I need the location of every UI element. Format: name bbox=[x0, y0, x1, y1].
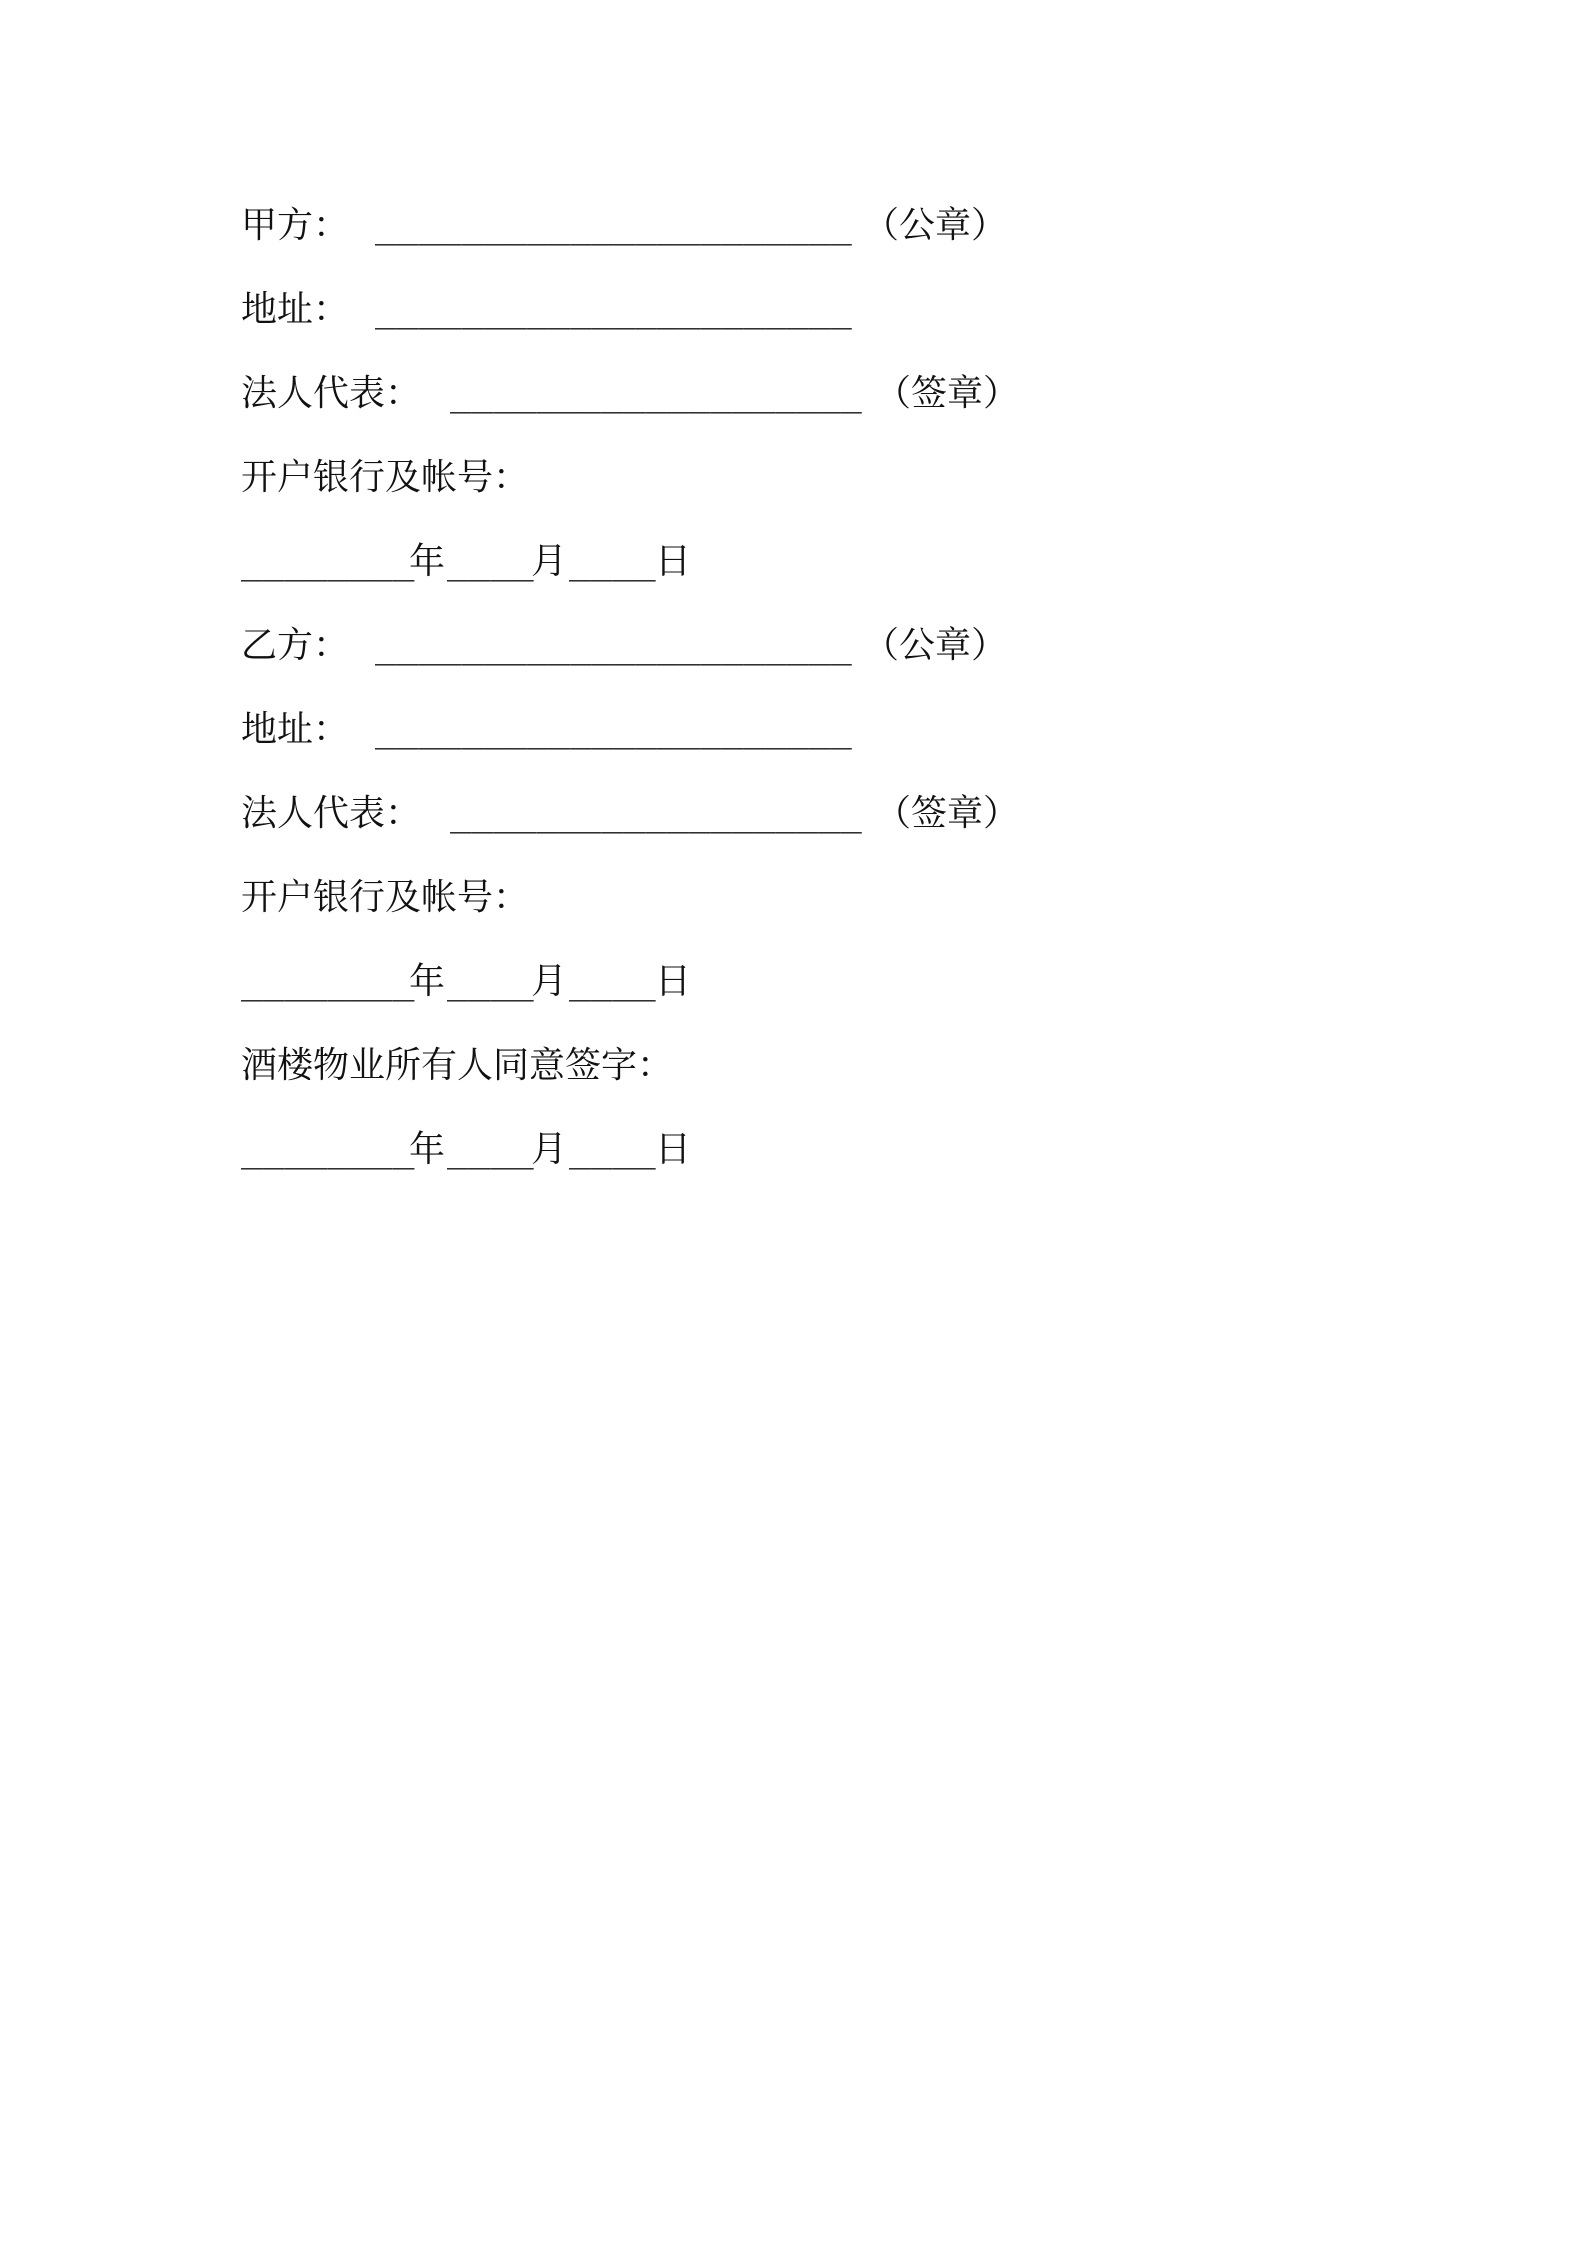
party-b-address-label: 地址： bbox=[241, 709, 350, 750]
party-b-rep-row bbox=[241, 789, 1020, 839]
party-a-date-row bbox=[241, 537, 692, 587]
party-b-name-row bbox=[241, 621, 1008, 671]
party-b-day-blank: ____ bbox=[569, 961, 656, 1002]
party-a-name-row bbox=[241, 201, 1008, 251]
owner-month-label: 月 bbox=[531, 1129, 568, 1170]
party-a-rep-blank: ___________________ bbox=[450, 373, 862, 414]
party-b-month-label: 月 bbox=[531, 961, 568, 1002]
owner-year-blank: ________ bbox=[241, 1129, 415, 1170]
owner-consent-row bbox=[241, 1041, 674, 1091]
party-b-address-row bbox=[241, 705, 852, 755]
party-b-day-label: 日 bbox=[655, 961, 692, 1002]
party-a-rep-label: 法人代表： bbox=[241, 373, 422, 414]
party-b-address-blank: ______________________ bbox=[375, 709, 852, 750]
party-a-address-label: 地址： bbox=[241, 289, 350, 330]
party-a-address-blank: ______________________ bbox=[375, 289, 852, 330]
party-a-address-row bbox=[241, 285, 852, 335]
party-b-name-blank: ______________________ bbox=[375, 625, 852, 666]
party-b-year-label: 年 bbox=[409, 961, 446, 1002]
owner-consent-label: 酒楼物业所有人同意签字： bbox=[241, 1045, 674, 1086]
party-a-rep-suffix: （签章） bbox=[875, 373, 1020, 414]
party-a-name-label: 甲方： bbox=[241, 205, 350, 246]
party-a-year-label: 年 bbox=[409, 541, 446, 582]
party-a-name-blank: ______________________ bbox=[375, 205, 852, 246]
party-b-rep-suffix: （签章） bbox=[875, 793, 1020, 834]
party-b-month-blank: ____ bbox=[447, 961, 534, 1002]
party-b-date-row bbox=[241, 957, 692, 1007]
party-b-year-blank: ________ bbox=[241, 961, 415, 1002]
party-b-name-suffix: （公章） bbox=[863, 625, 1008, 666]
party-a-day-label: 日 bbox=[655, 541, 692, 582]
party-a-month-label: 月 bbox=[531, 541, 568, 582]
party-a-month-blank: ____ bbox=[447, 541, 534, 582]
party-b-name-label: 乙方： bbox=[241, 625, 350, 666]
owner-day-label: 日 bbox=[655, 1129, 692, 1170]
owner-month-blank: ____ bbox=[447, 1129, 534, 1170]
party-b-bank-label: 开户银行及帐号： bbox=[241, 877, 530, 918]
party-a-year-blank: ________ bbox=[241, 541, 415, 582]
party-a-bank-label: 开户银行及帐号： bbox=[241, 457, 530, 498]
party-a-rep-row bbox=[241, 369, 1020, 419]
party-a-day-blank: ____ bbox=[569, 541, 656, 582]
party-a-bank-row bbox=[241, 453, 530, 503]
party-b-rep-label: 法人代表： bbox=[241, 793, 422, 834]
party-b-bank-row bbox=[241, 873, 530, 923]
party-b-rep-blank: ___________________ bbox=[450, 793, 862, 834]
party-a-name-suffix: （公章） bbox=[863, 205, 1008, 246]
owner-year-label: 年 bbox=[409, 1129, 446, 1170]
owner-day-blank: ____ bbox=[569, 1129, 656, 1170]
owner-date-row bbox=[241, 1125, 692, 1175]
